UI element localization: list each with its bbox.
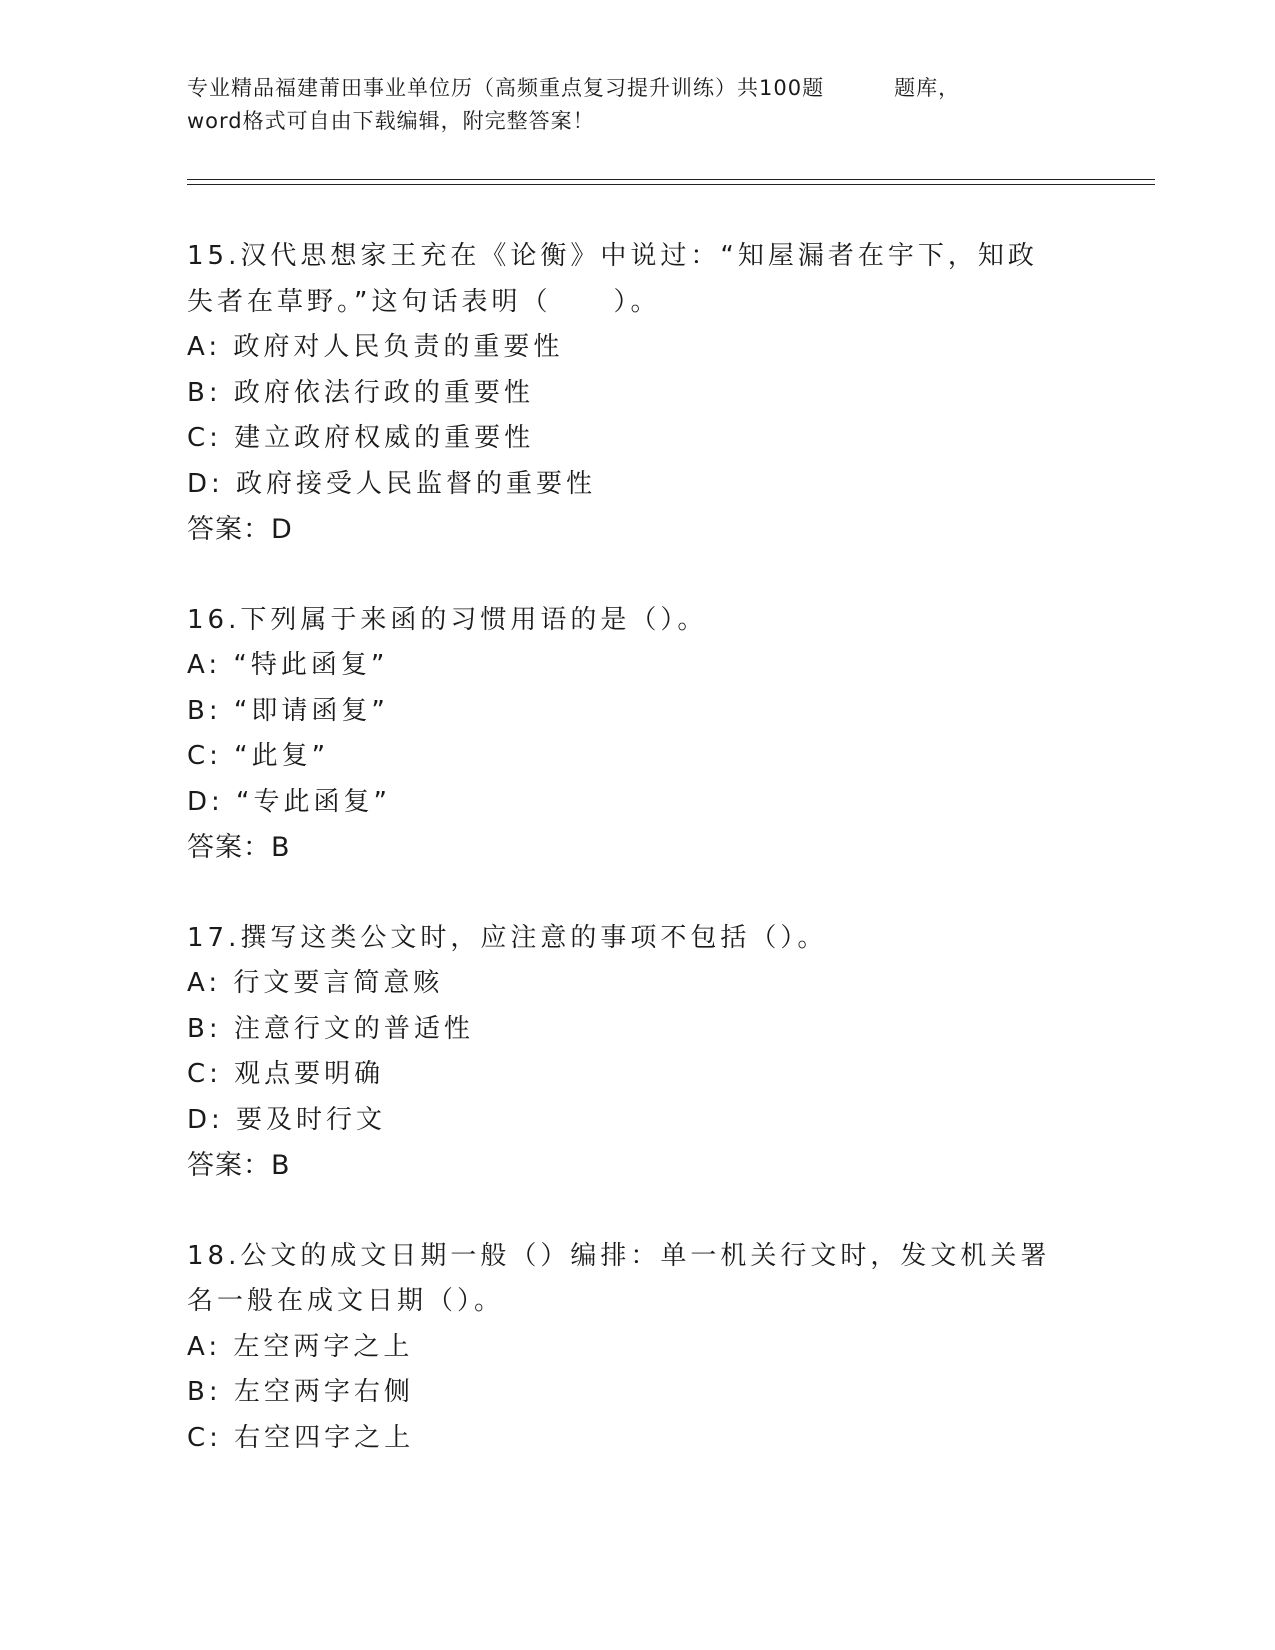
option-d: D: “专此函复” bbox=[187, 786, 391, 817]
header-title-suffix: 题库， bbox=[894, 76, 961, 100]
answer: 答案：B bbox=[187, 832, 291, 863]
option-c: C: 建立政府权威的重要性 bbox=[187, 423, 535, 453]
option-a: A: “特此函复” bbox=[187, 650, 389, 680]
option-b: B: 政府依法行政的重要性 bbox=[187, 377, 534, 408]
option-a: A: 行文要言简意赅 bbox=[187, 968, 444, 998]
question-text: 17.撰写这类公文时，应注意的事项不包括（）。 bbox=[187, 922, 828, 953]
header-title: 专业精品福建莆田事业单位历（高频重点复习提升训练）共100题 bbox=[187, 76, 825, 100]
option-a: A: 政府对人民负责的重要性 bbox=[187, 332, 564, 362]
answer: 答案：D bbox=[187, 514, 293, 545]
option-c: C: 观点要明确 bbox=[187, 1059, 385, 1089]
header-divider-bottom bbox=[187, 184, 1155, 185]
question-15 bbox=[187, 234, 1067, 553]
question-text: 15.汉代思想家王充在《论衡》中说过：“知屋漏者在宇下，知政失者在草野。”这句话表明（ ）。 bbox=[187, 241, 1038, 317]
header-divider-top bbox=[187, 179, 1155, 180]
header-line-2: word格式可自由下载编辑，附完整答案！ bbox=[187, 109, 595, 133]
option-a: A: 左空两字之上 bbox=[187, 1331, 414, 1362]
question-16 bbox=[187, 598, 1067, 871]
option-c: C: 右空四字之上 bbox=[187, 1422, 415, 1453]
option-d: D: 政府接受人民监督的重要性 bbox=[187, 468, 597, 499]
answer: 答案：B bbox=[187, 1150, 291, 1181]
document-header bbox=[187, 72, 1067, 138]
option-b: B: 注意行文的普适性 bbox=[187, 1013, 474, 1044]
header-line-1 bbox=[187, 72, 1067, 105]
question-18 bbox=[187, 1234, 1067, 1462]
option-d: D: 要及时行文 bbox=[187, 1104, 387, 1135]
question-text: 18.公文的成文日期一般（）编排：单一机关行文时，发文机关署名一般在成文日期（）。 bbox=[187, 1240, 1051, 1316]
option-b: B: “即请函复” bbox=[187, 695, 389, 726]
option-c: C: “此复” bbox=[187, 741, 330, 771]
question-17 bbox=[187, 916, 1067, 1189]
question-list bbox=[187, 234, 1067, 1506]
question-text: 16.下列属于来函的习惯用语的是（）。 bbox=[187, 604, 708, 635]
option-b: B: 左空两字右侧 bbox=[187, 1377, 414, 1407]
